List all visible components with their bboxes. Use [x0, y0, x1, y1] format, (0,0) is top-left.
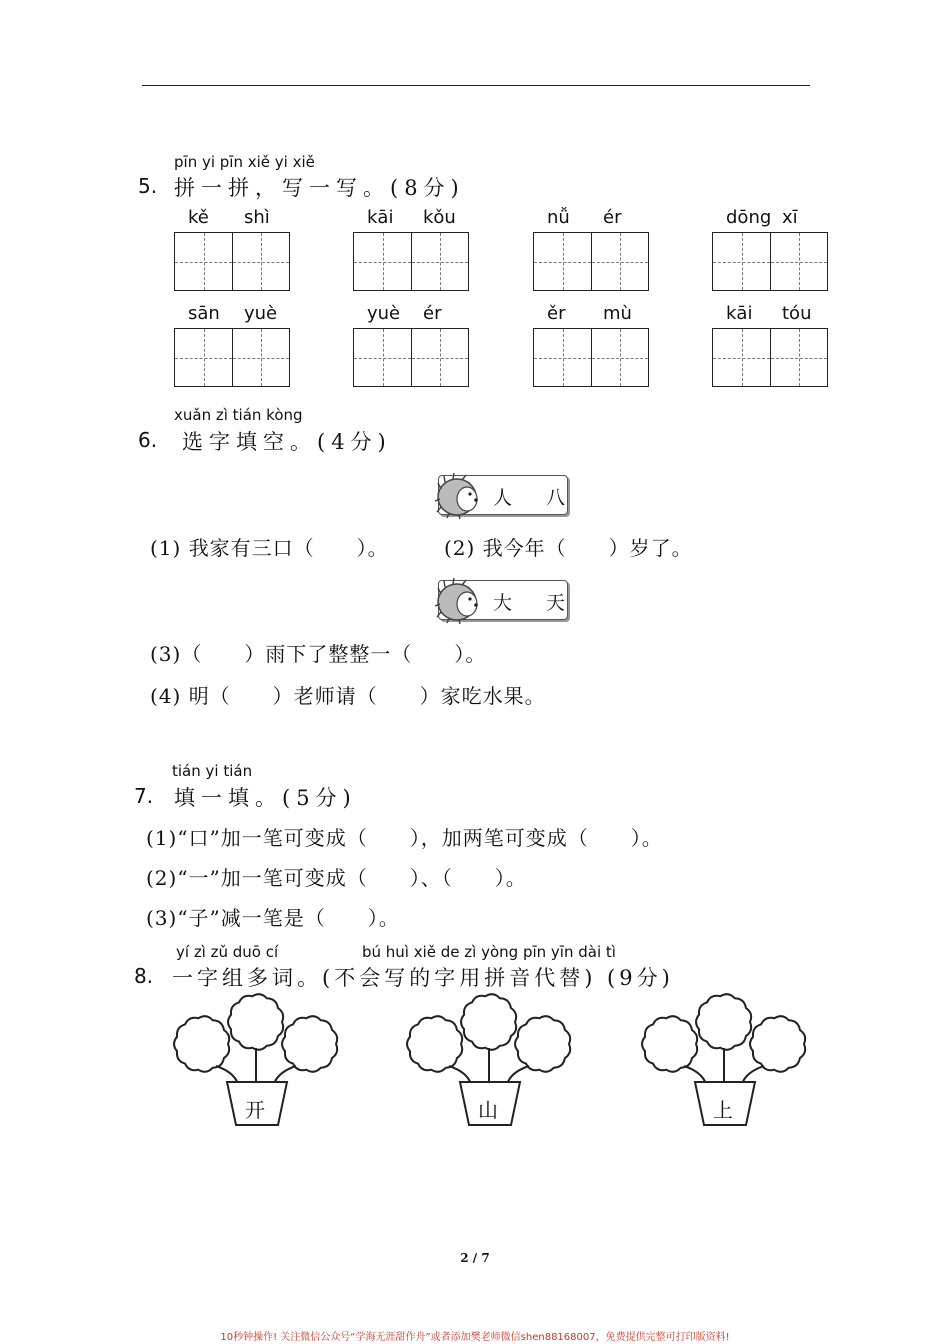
q5-number: 5.: [138, 174, 158, 198]
cell-pinyin: shì: [244, 207, 270, 228]
q6-item-3: (3)（ ）雨下了整整一（ ）。: [150, 642, 487, 666]
q8-pinyin-2: bú huì xiě de zì yòng pīn yīn dài tì: [362, 943, 616, 961]
cell-pinyin: yuè: [367, 303, 401, 324]
q7-pinyin: tián yi tián: [172, 762, 253, 780]
q5-title: 拼一拼，写一写。(8分): [174, 176, 465, 200]
q5-pinyin: pīn yi pīn xiě yi xiě: [174, 153, 315, 171]
cell-pinyin: kě: [188, 207, 209, 228]
word-card-2: [438, 580, 568, 620]
writing-grid[interactable]: [353, 328, 469, 387]
word-card-1: [438, 475, 568, 515]
q6-number: 6.: [138, 428, 158, 452]
hedgehog-icon: [435, 473, 483, 519]
cell-pinyin: nǚ: [547, 207, 570, 228]
q8-pinyin-1: yí zì zǔ duō cí: [176, 943, 279, 961]
writing-grid[interactable]: [353, 232, 469, 291]
card1-char-a: 人: [493, 487, 513, 509]
cell-pinyin: dōng: [726, 207, 772, 228]
q7-item-1: (1)“口”加一笔可变成（ ），加两笔可变成（ ）。: [146, 826, 663, 850]
promo-banner: 10秒钟操作! 关注微信公众号“学海无涯甜作舟”或者添加樊老师微信shen88168007，免费提供完整可打印版资料!: [220, 1332, 730, 1343]
cell-pinyin: ěr: [547, 303, 566, 324]
pot-character: 上: [713, 1098, 733, 1122]
cell-pinyin: kāi: [726, 303, 753, 324]
writing-grid[interactable]: [174, 328, 290, 387]
cell-pinyin: tóu: [782, 303, 812, 324]
q8-number: 8.: [134, 964, 154, 988]
cell-pinyin: ér: [423, 303, 442, 324]
pot-character: 开: [245, 1098, 265, 1122]
cell-pinyin: sān: [188, 303, 220, 324]
q6-title: 选字填空。(4分): [182, 430, 392, 454]
q6-item-4: (4) 明（ ）老师请（ ）家吃水果。: [150, 684, 546, 708]
q7-item-2: (2)“一”加一笔可变成（ ）、（ ）。: [146, 866, 527, 890]
card1-char-b: 八: [546, 487, 566, 509]
writing-grid[interactable]: [712, 328, 828, 387]
cell-pinyin: yuè: [244, 303, 278, 324]
cell-pinyin: xī: [782, 207, 798, 228]
q7-title: 填一填。(5分): [174, 786, 357, 810]
cell-pinyin: kāi: [367, 207, 394, 228]
writing-grid[interactable]: [533, 328, 649, 387]
q7-item-3: (3)“子”减一笔是（ ）。: [146, 906, 400, 930]
pot-character: 山: [478, 1098, 498, 1122]
q6-pinyin: xuǎn zì tián kòng: [174, 406, 303, 424]
q8-title: 一字组多词。(不会写的字用拼音代替) (9分): [172, 966, 674, 990]
q6-item-1: (1) 我家有三口（ ）。: [150, 536, 389, 560]
q7-number: 7.: [134, 784, 154, 808]
card2-char-b: 天: [546, 592, 566, 614]
cell-pinyin: ér: [603, 207, 622, 228]
top-rule: [142, 85, 810, 86]
cell-pinyin: mù: [603, 303, 632, 324]
writing-grid[interactable]: [712, 232, 828, 291]
writing-grid[interactable]: [174, 232, 290, 291]
page-number: 2 / 7: [460, 1251, 490, 1265]
q6-item-2: (2) 我今年（ ）岁了。: [444, 536, 693, 560]
writing-grid[interactable]: [533, 232, 649, 291]
cell-pinyin: kǒu: [423, 207, 456, 228]
card2-char-a: 大: [493, 592, 513, 614]
hedgehog-icon: [435, 578, 483, 624]
